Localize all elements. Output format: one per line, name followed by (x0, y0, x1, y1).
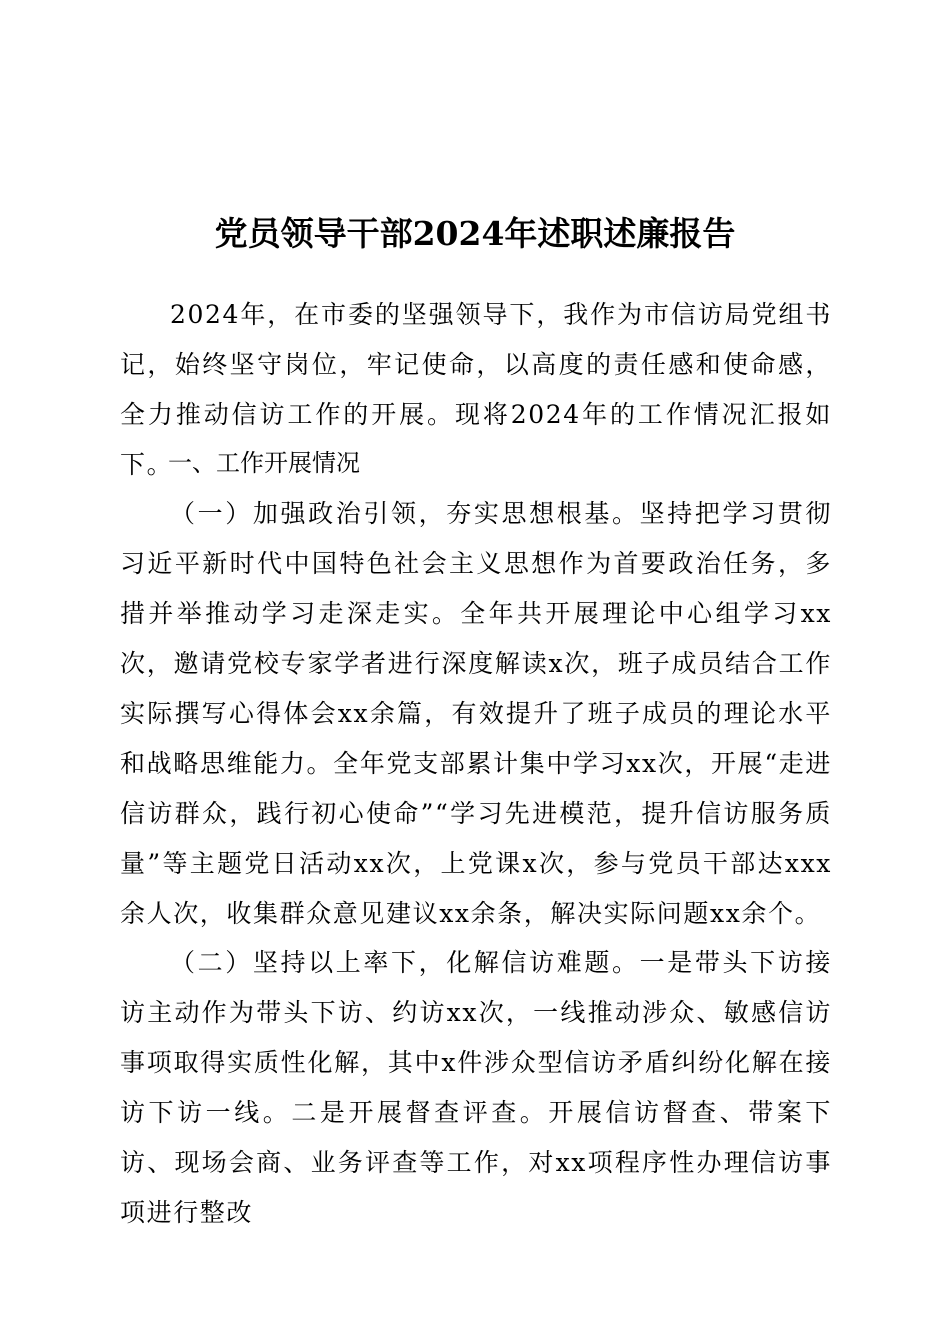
section-paragraph-2: （二）坚持以上率下，化解信访难题。一是带头下访接访主动作为带头下访、约访xx次，一线推动涉众、敏感信访事项取得实质性化解，其中x件涉众型信访矛盾纠纷化解在接访下访一线。二是开展督查评查。开展信访督查、带案下访、现场会商、业务评查等工作，对xx项程序性办理信访事项进行整改 (120, 948, 832, 1227)
section-paragraph-1: （一）加强政治引领，夯实思想根基。坚持把学习贯彻习近平新时代中国特色社会主义思想作为首要政治任务，多措并举推动学习走深走实。全年共开展理论中心组学习xx次，邀请党校专家学者进行深度解读x次，班子成员结合工作实际撰写心得体会xx余篇，有效提升了班子成员的理论水平和战略思维能力。全年党支部累计集中学习xx次，开展“走进信访群众，践行初心使命”“学习先进模范，提升信访服务质量”等主题党日活动xx次，上党课x次，参与党员干部达xxx余人次，收集群众意见建议xx余条，解决实际问题xx余个。 (120, 499, 832, 928)
intro-paragraph: 2024年，在市委的坚强领导下，我作为市信访局党组书记，始终坚守岗位，牢记使命，以高度的责任感和使命感，全力推动信访工作的开展。现将2024年的工作情况汇报如下。 (120, 300, 832, 479)
section-heading: 一、工作开展情况 (168, 449, 360, 477)
document-title: 党员领导干部2024年述职述廉报告 (214, 214, 736, 254)
